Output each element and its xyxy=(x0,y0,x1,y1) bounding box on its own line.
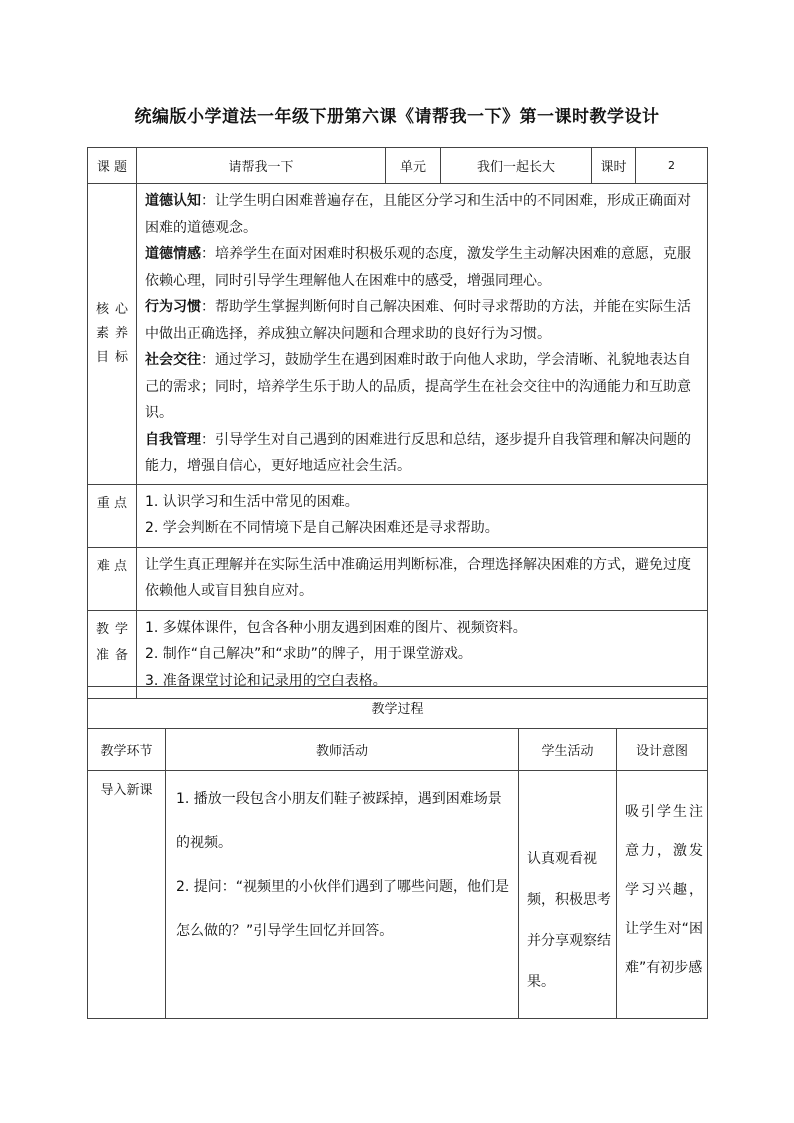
core-goal-item xyxy=(145,347,699,427)
student-activity-cell: 认真观看视频，积极思考并分享观察结果。 xyxy=(519,771,617,1019)
teacher-activity-cell xyxy=(166,771,519,1019)
core-goal-term: 自我管理 xyxy=(145,431,201,448)
period-value: 2 xyxy=(636,148,708,184)
core-goal-item xyxy=(145,188,699,241)
core-goal-text: ：通过学习，鼓励学生在遇到困难时敢于向他人求助，学会清晰、礼貌地表达自己的需求；同时，培养学生乐于助人的品质，提高学生在社会交往中的沟通能力和互助意识。 xyxy=(145,352,691,421)
core-goal-term: 道德认知 xyxy=(145,193,201,209)
difficulty-content xyxy=(137,547,708,610)
core-goal-term: 道德情感 xyxy=(145,246,201,262)
difficulty-text: 让学生真正理解并在实际生活中准确运用判断标准，合理选择解决困难的方式，避免过度依赖他人或盲目独自应对。 xyxy=(145,556,691,599)
core-goal-text: ：引导学生对自己遇到的困难进行反思和总结，逐步提升自我管理和解决问题的能力，增强自信心，更好地适应社会生活。 xyxy=(145,431,691,474)
info-row xyxy=(88,148,708,184)
core-goal-term: 社会交往 xyxy=(145,352,201,368)
core-goal-text: ：让学生明白困难普遍存在，且能区分学习和生活中的不同困难，形成正确面对困难的道德观念。 xyxy=(145,193,691,236)
core-goals-row xyxy=(88,184,708,485)
header-teacher: 教师活动 xyxy=(166,729,519,771)
teaching-process-table xyxy=(87,686,708,1019)
process-title: 教学过程 xyxy=(88,687,708,729)
core-goal-text: ：帮助学生掌握判断何时自己解决困难、何时寻求帮助的方法，并能在实际生活中做出正确选择，养成独立解决问题和合理求助的良好行为习惯。 xyxy=(145,299,691,342)
header-design: 设计意图 xyxy=(617,729,708,771)
key-points-row xyxy=(88,484,708,547)
core-label-line: 素养 xyxy=(95,325,134,341)
core-goals-content xyxy=(137,184,708,485)
core-goal-item xyxy=(145,241,699,294)
core-goal-term: 行为习惯 xyxy=(145,299,201,315)
topic-label: 课 题 xyxy=(88,148,137,184)
key-point-item: 1. 认识学习和生活中常见的困难。 xyxy=(145,493,359,510)
core-goals-label xyxy=(88,184,137,485)
prep-label-line: 教学 xyxy=(95,621,134,637)
header-stage: 教学环节 xyxy=(88,729,166,771)
unit-value: 我们一起长大 xyxy=(441,148,592,184)
core-goal-item xyxy=(145,294,699,347)
design-intent-cell xyxy=(617,771,708,1019)
design-intent-text: 吸引学生注意力，激发学习兴趣，让学生对“困难”有初步感 xyxy=(625,804,704,976)
key-point-item: 2. 学会判断在不同情境下是自己解决困难还是寻求帮助。 xyxy=(145,520,499,536)
key-points-label: 重 点 xyxy=(88,484,137,547)
core-label-line: 核心 xyxy=(95,301,134,317)
core-goal-text: ：培养学生在面对困难时积极乐观的态度，激发学生主动解决困难的意愿，克服依赖心理，同时引导学生理解他人在困难中的感受，增强同理心。 xyxy=(145,246,691,289)
prep-label-line: 准备 xyxy=(95,647,134,663)
topic-value: 请帮我一下 xyxy=(137,148,386,184)
unit-label: 单元 xyxy=(386,148,441,184)
prep-item: 3. 准备课堂讨论和记录用的空白表格。 xyxy=(145,672,387,689)
core-goal-item xyxy=(145,427,699,480)
lesson-info-table xyxy=(87,147,708,699)
prep-item: 2. 制作“自己解决”和“求助”的牌子，用于课堂游戏。 xyxy=(145,646,472,662)
process-header-row xyxy=(88,729,708,771)
process-row xyxy=(88,771,708,1019)
teacher-activity-item: 1. 播放一段包含小朋友们鞋子被踩掉，遇到困难场景的视频。 xyxy=(176,791,502,851)
difficulty-label: 难 点 xyxy=(88,547,137,610)
core-label-line: 目标 xyxy=(95,349,134,365)
teacher-activity-item: 2. 提问：“视频里的小伙伴们遇到了哪些问题，他们是怎么做的？”引导学生回忆并回答。 xyxy=(176,879,510,939)
process-title-row xyxy=(88,687,708,729)
period-label: 课时 xyxy=(592,148,636,184)
header-student: 学生活动 xyxy=(519,729,617,771)
prep-item: 1. 多媒体课件，包含各种小朋友遇到困难的图片、视频资料。 xyxy=(145,619,527,636)
page-title: 统编版小学道法一年级下册第六课《请帮我一下》第一课时教学设计 xyxy=(134,107,660,127)
difficulty-row xyxy=(88,547,708,610)
stage-cell: 导入新课 xyxy=(88,771,166,1019)
key-points-content xyxy=(137,484,708,547)
